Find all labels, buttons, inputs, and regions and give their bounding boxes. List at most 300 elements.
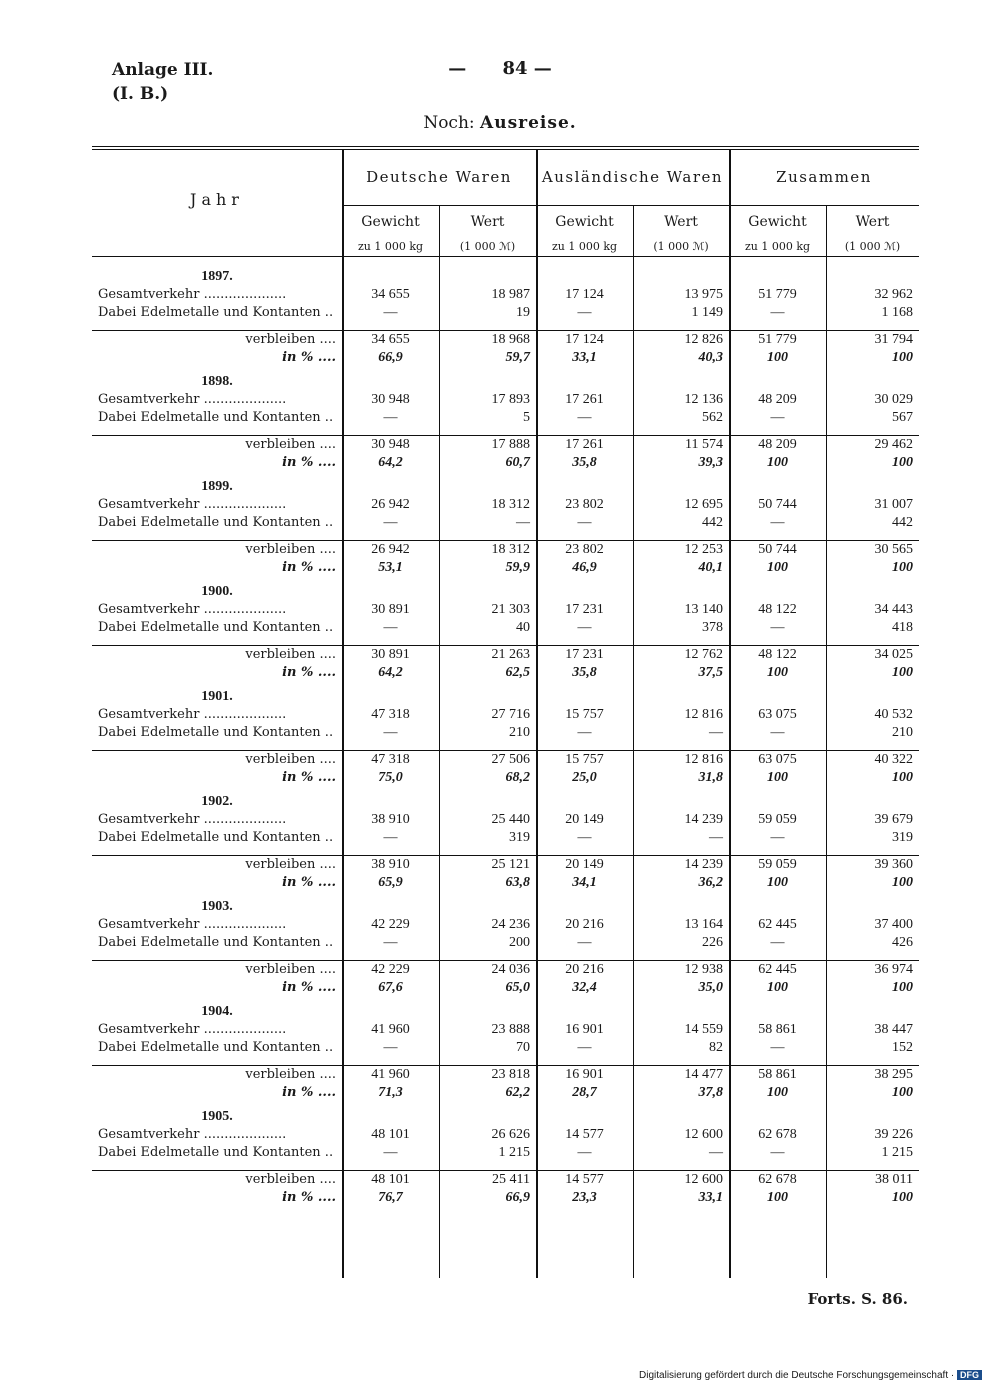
- cell-remain: 31 794: [826, 331, 919, 350]
- cell-total: 38 910: [371, 812, 410, 827]
- cell-remain: 14 477: [633, 1066, 729, 1085]
- cell-total: 18 987: [491, 287, 530, 302]
- group-header-zusammen: Zusammen: [776, 168, 872, 186]
- row-label-total: Gesamtverkehr ....................: [98, 602, 287, 617]
- cell-remain: 63 075: [729, 751, 826, 770]
- cell-remain: 47 318: [342, 751, 439, 770]
- cell-total: 34 443: [874, 602, 913, 617]
- cell-percent: 100: [892, 1190, 913, 1205]
- cell-remain: 17 124: [536, 331, 633, 350]
- page-number-value: 84: [502, 58, 528, 79]
- cell-remain: 14 239: [633, 856, 729, 875]
- cell-percent: 100: [892, 875, 913, 890]
- year-label: 1904.: [201, 1004, 233, 1019]
- cell-remain: 34 655: [342, 331, 439, 350]
- table-top-rule-2: [92, 149, 919, 150]
- table-row-total: [92, 706, 919, 724]
- cell-percent: 33,1: [572, 350, 597, 365]
- cell-precious: —: [383, 1145, 398, 1160]
- year-row: [92, 367, 919, 391]
- cell-remain: 21 263: [439, 646, 536, 665]
- cell-precious: 226: [702, 935, 723, 950]
- cell-precious: —: [577, 830, 592, 845]
- group-header-auslaendische: Ausländische Waren: [541, 168, 724, 186]
- cell-total: 17 893: [491, 392, 530, 407]
- cell-remain: 50 744: [729, 541, 826, 560]
- cell-remain: 18 968: [439, 331, 536, 350]
- cell-percent: 63,8: [505, 875, 530, 890]
- cell-precious: —: [770, 830, 785, 845]
- year-label: 1905.: [201, 1109, 233, 1124]
- cell-total: 30 948: [371, 392, 410, 407]
- row-label-remain: verbleiben ....: [92, 751, 342, 770]
- cell-precious: 319: [892, 830, 913, 845]
- row-label-percent-text: in % ....: [282, 665, 336, 680]
- cell-total: 12 695: [684, 497, 723, 512]
- table-row-percent: [92, 769, 919, 787]
- cell-precious: 152: [892, 1040, 913, 1055]
- year-label: 1897.: [201, 269, 233, 284]
- cell-precious: —: [577, 935, 592, 950]
- cell-percent: 100: [767, 770, 788, 785]
- cell-total: 38 447: [874, 1022, 913, 1037]
- row-label-total: Gesamtverkehr ....................: [98, 707, 287, 722]
- table-row-precious: [92, 409, 919, 427]
- cell-precious: —: [383, 620, 398, 635]
- cell-remain: 14 577: [536, 1171, 633, 1190]
- cell-percent: 100: [892, 665, 913, 680]
- cell-percent: 100: [767, 350, 788, 365]
- cell-precious: —: [383, 410, 398, 425]
- row-label-remain: verbleiben ....: [92, 331, 342, 350]
- cell-percent: 64,2: [378, 455, 403, 470]
- cell-precious: —: [577, 515, 592, 530]
- year-row: [92, 262, 919, 286]
- cell-percent: 100: [767, 875, 788, 890]
- page-number: — 84 —: [448, 58, 552, 79]
- cell-total: 31 007: [874, 497, 913, 512]
- annex-title: Anlage III.: [112, 60, 214, 80]
- cell-total: 39 679: [874, 812, 913, 827]
- year-row: [92, 892, 919, 916]
- jahr-header: Jahr: [190, 190, 244, 209]
- cell-total: 17 231: [565, 602, 604, 617]
- cell-remain: 42 229: [342, 961, 439, 980]
- cell-total: 25 440: [491, 812, 530, 827]
- cell-total: 13 975: [684, 287, 723, 302]
- cell-total: 62 678: [758, 1127, 797, 1142]
- row-label-remain: verbleiben ....: [92, 856, 342, 875]
- cell-total: 13 164: [684, 917, 723, 932]
- cell-total: 34 655: [371, 287, 410, 302]
- cell-remain: 62 678: [729, 1171, 826, 1190]
- row-label-remain: verbleiben ....: [92, 436, 342, 455]
- cell-remain: 48 122: [729, 646, 826, 665]
- cell-total: 48 209: [758, 392, 797, 407]
- cell-precious: —: [577, 410, 592, 425]
- cell-remain: 38 295: [826, 1066, 919, 1085]
- cell-percent: 68,2: [505, 770, 530, 785]
- cell-remain: 23 802: [536, 541, 633, 560]
- row-label-percent-text: in % ....: [282, 1085, 336, 1100]
- cell-remain: 51 779: [729, 331, 826, 350]
- table-row-precious: [92, 1144, 919, 1162]
- cell-percent: 39,3: [698, 455, 723, 470]
- row-label-remain: verbleiben ....: [92, 541, 342, 560]
- cell-remain: 25 411: [439, 1171, 536, 1190]
- cell-remain: 48 209: [729, 436, 826, 455]
- cell-precious: —: [770, 410, 785, 425]
- cell-percent: 34,1: [572, 875, 597, 890]
- cell-percent: 66,9: [378, 350, 403, 365]
- cell-precious: —: [770, 725, 785, 740]
- cell-total: 20 149: [565, 812, 604, 827]
- cell-total: 27 716: [491, 707, 530, 722]
- row-label-percent: [92, 664, 342, 682]
- cell-percent: 100: [892, 980, 913, 995]
- cell-percent: 100: [767, 455, 788, 470]
- table-row-percent: [92, 979, 919, 997]
- unit-wert: (1 000 ℳ): [844, 240, 901, 253]
- row-label-percent-text: in % ....: [282, 350, 336, 365]
- cell-total: 17 124: [565, 287, 604, 302]
- cell-precious: 562: [702, 410, 723, 425]
- row-label-total: Gesamtverkehr ....................: [98, 812, 287, 827]
- digitization-credit: Digitalisierung gefördert durch die Deutsche Forschungsgemeinschaft · DFG: [639, 1370, 982, 1381]
- table-row-total: [92, 1126, 919, 1144]
- cell-remain: 16 901: [536, 1066, 633, 1085]
- row-label-percent-text: in % ....: [282, 1190, 336, 1205]
- col-header-wert: Wert: [855, 214, 890, 230]
- row-label-percent-text: in % ....: [282, 875, 336, 890]
- table-row-percent: [92, 349, 919, 367]
- trade-table-body: [92, 262, 919, 1207]
- col-header-gewicht: Gewicht: [748, 214, 807, 230]
- cell-remain: 36 974: [826, 961, 919, 980]
- row-label-percent: [92, 454, 342, 472]
- table-row-total: [92, 811, 919, 829]
- cell-total: 42 229: [371, 917, 410, 932]
- year-label: 1901.: [201, 689, 233, 704]
- cell-total: 59 059: [758, 812, 797, 827]
- cell-percent: 35,8: [572, 665, 597, 680]
- cell-precious: —: [709, 725, 723, 740]
- year-label: 1900.: [201, 584, 233, 599]
- cell-remain: 15 757: [536, 751, 633, 770]
- table-row-precious: [92, 829, 919, 847]
- cell-total: 17 261: [565, 392, 604, 407]
- cell-precious: 418: [892, 620, 913, 635]
- cell-total: 13 140: [684, 602, 723, 617]
- year-row: [92, 1102, 919, 1126]
- row-label-percent-text: in % ....: [282, 770, 336, 785]
- cell-total: 12 600: [684, 1127, 723, 1142]
- cell-total: 16 901: [565, 1022, 604, 1037]
- row-label-total: Gesamtverkehr ....................: [98, 287, 287, 302]
- cell-total: 30 029: [874, 392, 913, 407]
- cell-total: 14 559: [684, 1022, 723, 1037]
- cell-precious: —: [577, 305, 592, 320]
- unit-gewicht: zu 1 000 kg: [744, 240, 811, 253]
- table-row-remain: [92, 961, 919, 980]
- cell-total: 24 236: [491, 917, 530, 932]
- cell-remain: 39 360: [826, 856, 919, 875]
- cell-total: 21 303: [491, 602, 530, 617]
- cell-remain: 12 938: [633, 961, 729, 980]
- cell-percent: 75,0: [378, 770, 403, 785]
- cell-percent: 36,2: [698, 875, 723, 890]
- cell-percent: 76,7: [378, 1190, 403, 1205]
- cell-total: 39 226: [874, 1127, 913, 1142]
- subtitle-prefix: Noch:: [423, 113, 475, 133]
- cell-percent: 33,1: [698, 1190, 723, 1205]
- row-label-total: Gesamtverkehr ....................: [98, 497, 287, 512]
- col-header-wert: Wert: [664, 214, 698, 230]
- unit-wert: (1 000 ℳ): [653, 240, 709, 253]
- cell-total: 20 216: [565, 917, 604, 932]
- year-label: 1898.: [201, 374, 233, 389]
- table-row-remain: [92, 331, 919, 350]
- row-label-percent: [92, 1189, 342, 1207]
- row-label-percent: [92, 349, 342, 367]
- cell-percent: 28,7: [572, 1085, 597, 1100]
- cell-percent: 100: [767, 665, 788, 680]
- cell-total: 18 312: [491, 497, 530, 512]
- cell-remain: 27 506: [439, 751, 536, 770]
- cell-total: 62 445: [758, 917, 797, 932]
- cell-precious: 19: [516, 305, 530, 320]
- cell-percent: 25,0: [572, 770, 597, 785]
- table-row-total: [92, 916, 919, 934]
- row-label-percent: [92, 559, 342, 577]
- cell-precious: 426: [892, 935, 913, 950]
- cell-total: 15 757: [565, 707, 604, 722]
- cell-remain: 58 861: [729, 1066, 826, 1085]
- trade-table: [92, 262, 919, 1207]
- table-row-remain: [92, 1066, 919, 1085]
- cell-percent: 59,7: [505, 350, 530, 365]
- cell-precious: —: [383, 1040, 398, 1055]
- cell-total: 30 891: [371, 602, 410, 617]
- table-row-total: [92, 286, 919, 304]
- cell-percent: 100: [892, 350, 913, 365]
- cell-total: 12 816: [684, 707, 723, 722]
- row-label-percent: [92, 1084, 342, 1102]
- cell-remain: 18 312: [439, 541, 536, 560]
- cell-total: 37 400: [874, 917, 913, 932]
- row-label-precious: Dabei Edelmetalle und Kontanten ..: [98, 620, 334, 635]
- cell-precious: 442: [702, 515, 723, 530]
- cell-remain: 30 891: [342, 646, 439, 665]
- row-label-precious: Dabei Edelmetalle und Kontanten ..: [98, 830, 334, 845]
- cell-precious: 40: [516, 620, 530, 635]
- table-row-remain: [92, 646, 919, 665]
- cell-total: 63 075: [758, 707, 797, 722]
- cell-percent: 100: [767, 560, 788, 575]
- row-label-percent: [92, 874, 342, 892]
- year-label: 1899.: [201, 479, 233, 494]
- cell-precious: 1 215: [498, 1145, 530, 1160]
- cell-percent: 35,8: [572, 455, 597, 470]
- cell-total: 26 626: [491, 1127, 530, 1142]
- row-label-precious: Dabei Edelmetalle und Kontanten ..: [98, 1145, 334, 1160]
- cell-percent: 100: [767, 1085, 788, 1100]
- table-row-total: [92, 391, 919, 409]
- year-label: 1903.: [201, 899, 233, 914]
- unit-wert: (1 000 ℳ): [459, 240, 516, 253]
- dfg-logo: DFG: [957, 1370, 982, 1380]
- cell-remain: 17 888: [439, 436, 536, 455]
- cell-precious: —: [577, 620, 592, 635]
- row-label-percent-text: in % ....: [282, 560, 336, 575]
- row-label-remain: verbleiben ....: [92, 1171, 342, 1190]
- cell-precious: —: [577, 1040, 592, 1055]
- table-row-precious: [92, 304, 919, 322]
- unit-gewicht: zu 1 000 kg: [357, 240, 424, 253]
- cell-remain: 62 445: [729, 961, 826, 980]
- group-header-deutsche: Deutsche Waren: [366, 168, 512, 186]
- cell-total: 50 744: [758, 497, 797, 512]
- cell-remain: 38 910: [342, 856, 439, 875]
- cell-percent: 64,2: [378, 665, 403, 680]
- cell-remain: 11 574: [633, 436, 729, 455]
- cell-total: 26 942: [371, 497, 410, 512]
- cell-precious: —: [516, 515, 530, 530]
- cell-total: 47 318: [371, 707, 410, 722]
- table-row-percent: [92, 874, 919, 892]
- cell-remain: 38 011: [826, 1171, 919, 1190]
- cell-percent: 37,5: [698, 665, 723, 680]
- col-header-gewicht: Gewicht: [555, 214, 614, 230]
- page-subtitle: [0, 113, 1000, 133]
- row-label-percent-text: in % ....: [282, 980, 336, 995]
- table-row-remain: [92, 541, 919, 560]
- cell-remain: 12 762: [633, 646, 729, 665]
- cell-remain: 20 149: [536, 856, 633, 875]
- cell-percent: 65,0: [505, 980, 530, 995]
- table-row-percent: [92, 559, 919, 577]
- annex-section: (I. B.): [112, 84, 169, 104]
- cell-precious: 442: [892, 515, 913, 530]
- cell-remain: 40 322: [826, 751, 919, 770]
- cell-total: 40 532: [874, 707, 913, 722]
- table-row-total: [92, 496, 919, 514]
- cell-precious: 1 215: [881, 1145, 913, 1160]
- cell-percent: 100: [767, 980, 788, 995]
- row-label-precious: Dabei Edelmetalle und Kontanten ..: [98, 725, 334, 740]
- cell-precious: 82: [709, 1040, 723, 1055]
- cell-precious: 200: [509, 935, 530, 950]
- cell-remain: 30 565: [826, 541, 919, 560]
- cell-percent: 100: [892, 560, 913, 575]
- cell-remain: 34 025: [826, 646, 919, 665]
- cell-percent: 46,9: [572, 560, 597, 575]
- cell-percent: 37,8: [698, 1085, 723, 1100]
- cell-remain: 30 948: [342, 436, 439, 455]
- cell-total: 48 122: [758, 602, 797, 617]
- cell-total: 14 577: [565, 1127, 604, 1142]
- year-row: [92, 472, 919, 496]
- cell-precious: —: [770, 515, 785, 530]
- cell-total: 14 239: [684, 812, 723, 827]
- table-top-rule: [92, 146, 919, 147]
- unit-gewicht: zu 1 000 kg: [551, 240, 618, 253]
- table-row-precious: [92, 514, 919, 532]
- cell-percent: 23,3: [572, 1190, 597, 1205]
- cell-percent: 35,0: [698, 980, 723, 995]
- cell-remain: 24 036: [439, 961, 536, 980]
- cell-remain: 17 231: [536, 646, 633, 665]
- cell-percent: 62,2: [505, 1085, 530, 1100]
- table-row-precious: [92, 934, 919, 952]
- col-header-wert: Wert: [470, 214, 505, 230]
- table-row-percent: [92, 664, 919, 682]
- table-row-remain: [92, 856, 919, 875]
- table-row-percent: [92, 454, 919, 472]
- cell-percent: 67,6: [378, 980, 403, 995]
- cell-precious: —: [383, 830, 398, 845]
- cell-precious: —: [577, 1145, 592, 1160]
- cell-precious: 210: [509, 725, 530, 740]
- cell-total: 12 136: [684, 392, 723, 407]
- row-label-percent: [92, 979, 342, 997]
- cell-precious: 567: [892, 410, 913, 425]
- cell-precious: —: [770, 935, 785, 950]
- row-label-percent: [92, 769, 342, 787]
- cell-percent: 40,3: [698, 350, 723, 365]
- cell-precious: —: [770, 305, 785, 320]
- cell-remain: 12 826: [633, 331, 729, 350]
- cell-percent: 40,1: [698, 560, 723, 575]
- row-label-precious: Dabei Edelmetalle und Kontanten ..: [98, 1040, 334, 1055]
- table-row-precious: [92, 1039, 919, 1057]
- cell-remain: 12 600: [633, 1171, 729, 1190]
- table-row-total: [92, 1021, 919, 1039]
- cell-percent: 100: [892, 455, 913, 470]
- cell-percent: 66,9: [505, 1190, 530, 1205]
- cell-percent: 32,4: [572, 980, 597, 995]
- cell-total: 41 960: [371, 1022, 410, 1037]
- cell-precious: —: [383, 935, 398, 950]
- cell-percent: 71,3: [378, 1085, 403, 1100]
- row-label-total: Gesamtverkehr ....................: [98, 392, 287, 407]
- cell-precious: —: [383, 725, 398, 740]
- credit-text: Digitalisierung gefördert durch die Deutsche Forschungsgemeinschaft: [639, 1370, 949, 1381]
- cell-precious: —: [383, 515, 398, 530]
- table-row-total: [92, 601, 919, 619]
- cell-precious: 1 149: [691, 305, 723, 320]
- row-label-percent-text: in % ....: [282, 455, 336, 470]
- cell-remain: 29 462: [826, 436, 919, 455]
- cell-percent: 31,8: [698, 770, 723, 785]
- year-row: [92, 682, 919, 706]
- cell-remain: 48 101: [342, 1171, 439, 1190]
- table-row-percent: [92, 1084, 919, 1102]
- cell-precious: 1 168: [881, 305, 913, 320]
- cell-percent: 100: [767, 1190, 788, 1205]
- row-label-precious: Dabei Edelmetalle und Kontanten ..: [98, 305, 334, 320]
- cell-remain: 25 121: [439, 856, 536, 875]
- cell-percent: 65,9: [378, 875, 403, 890]
- cell-remain: 26 942: [342, 541, 439, 560]
- table-row-precious: [92, 724, 919, 742]
- table-row-precious: [92, 619, 919, 637]
- row-label-total: Gesamtverkehr ....................: [98, 917, 287, 932]
- col-header-gewicht: Gewicht: [361, 214, 420, 230]
- row-label-remain: verbleiben ....: [92, 1066, 342, 1085]
- year-row: [92, 787, 919, 811]
- table-row-remain: [92, 1171, 919, 1190]
